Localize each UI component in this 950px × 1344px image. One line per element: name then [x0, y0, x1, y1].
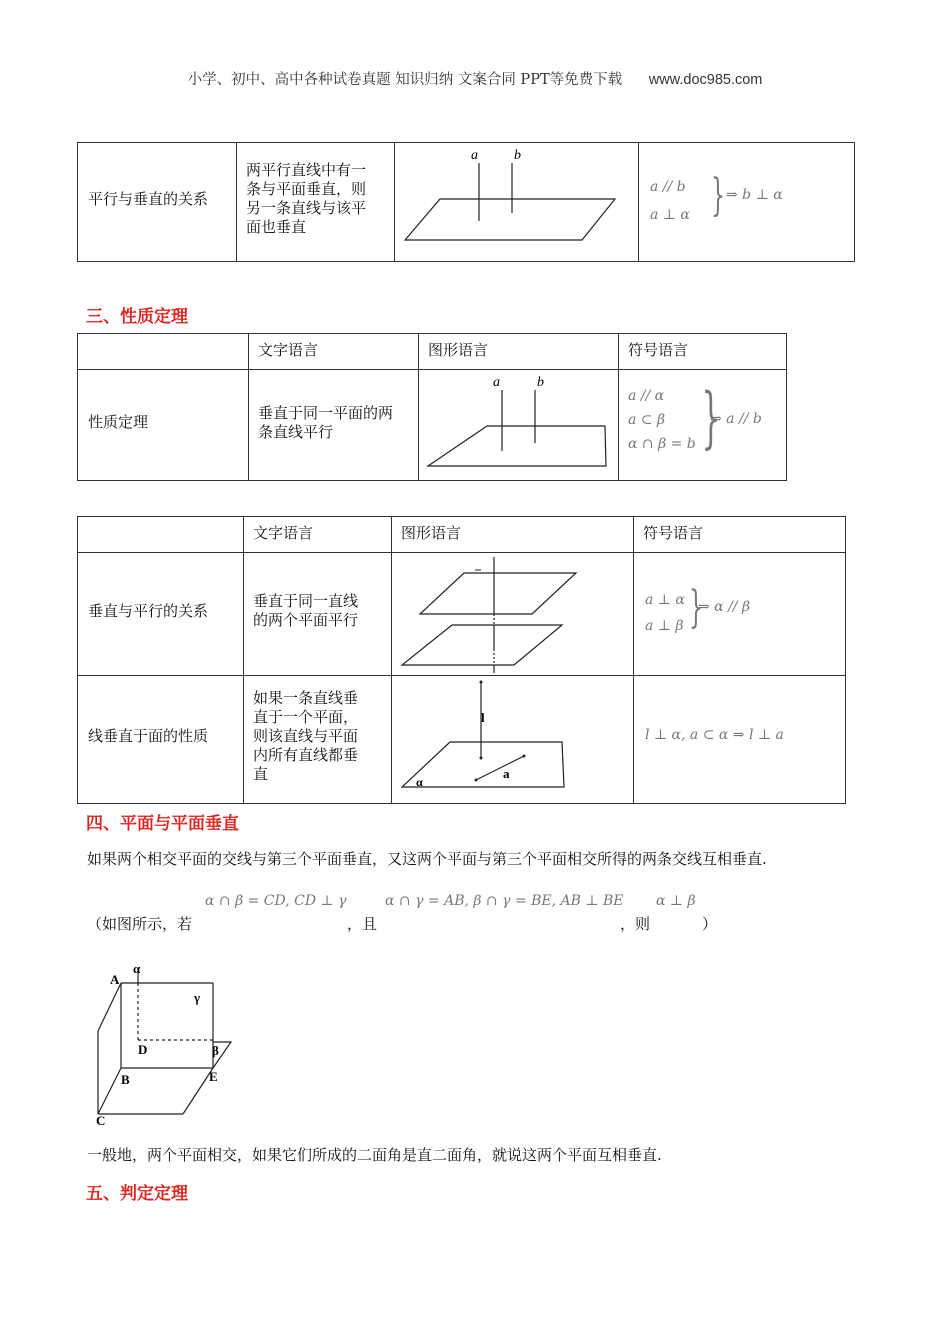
page-header	[0, 68, 950, 89]
figure-two-perpendicular-lines	[419, 370, 617, 480]
label-alpha: α	[416, 775, 423, 789]
label-a: a	[471, 148, 478, 163]
header-figure-language: 图形语言	[401, 524, 462, 542]
row-text: 如果一条直线垂 直于一个平面， 则该直线与平面 内所有直线都垂 直	[253, 689, 359, 783]
row-name: 平行与垂直的关系	[88, 190, 209, 208]
condition-suffix: ）	[702, 915, 718, 933]
symbol-language: a // α a ⊂ β α ∩ β = b	[628, 388, 696, 452]
table-parallel-perpendicular	[77, 142, 855, 262]
brace-icon: }	[689, 582, 703, 633]
symbol-conclusion: ⇒ b ⊥ α	[726, 187, 783, 203]
condition-math-3: α ⊥ β	[656, 893, 696, 909]
label-a: a	[493, 375, 500, 390]
symbol-conclusion: ⇒ a // b	[710, 411, 762, 427]
figure-parallel-lines-plane	[395, 143, 639, 261]
row-text: 两平行直线中有一 条与平面垂直，则 另一条直线与该平 面也垂直	[246, 161, 367, 236]
row-name: 垂直与平行的关系	[88, 602, 209, 620]
symbol-conclusion: ⇒ α // β	[698, 599, 751, 615]
label-beta: β	[212, 1043, 219, 1058]
table-perpendicular-properties	[77, 516, 846, 804]
section-5-title: 五、判定定理	[86, 1184, 188, 1204]
label-A: A	[110, 972, 120, 987]
label-alpha: α	[133, 961, 141, 976]
label-B: B	[121, 1072, 130, 1087]
label-l: l	[481, 710, 485, 725]
condition-prefix: （如图所示，若	[87, 915, 193, 933]
header-url: www.doc985.com	[648, 72, 763, 88]
definition-text: 如果两个相交平面的交线与第三个平面垂直，又这两个平面与第三个平面相交所得的两条交线互相垂直.	[87, 850, 767, 868]
table-property-theorem	[77, 333, 787, 481]
header-symbol-language: 符号语言	[628, 341, 689, 359]
label-b: b	[537, 375, 544, 390]
symbol-language: a // b a ⊥ α	[650, 179, 690, 223]
condition-math-2: α ∩ γ = AB, β ∩ γ = BE, AB ⊥ BE	[385, 893, 624, 909]
figure-line-perpendicular-plane	[392, 676, 632, 804]
header-text-language: 文字语言	[253, 524, 314, 542]
row-text: 垂直于同一平面的两 条直线平行	[258, 404, 394, 441]
label-b: b	[514, 148, 521, 163]
row-text: 垂直于同一直线 的两个平面平行	[253, 592, 359, 629]
section-4-title: 四、平面与平面垂直	[86, 814, 239, 834]
general-definition: 一般地，两个平面相交，如果它们所成的二面角是直二面角，就说这两个平面互相垂直.	[87, 1146, 662, 1164]
brace-icon: }	[701, 379, 721, 456]
figure-parallel-planes	[392, 553, 632, 675]
symbol-language: a ⊥ α a ⊥ β	[645, 592, 685, 634]
condition-math-1: α ∩ β = CD, CD ⊥ γ	[205, 893, 347, 909]
label-gamma: γ	[194, 990, 201, 1005]
label-a: a	[503, 766, 510, 781]
condition-then: ，则	[620, 915, 651, 933]
header-text-language: 文字语言	[258, 341, 319, 359]
header-title: 小学、初中、高中各种试卷真题 知识归纳 文案合同 PPT等免费下载	[187, 72, 623, 88]
row-name: 性质定理	[88, 413, 149, 431]
label-E: E	[209, 1069, 218, 1084]
header-symbol-language: 符号语言	[643, 524, 704, 542]
brace-icon: }	[711, 170, 725, 221]
figure-perpendicular-planes	[88, 958, 248, 1128]
label-D: D	[138, 1042, 148, 1057]
condition-and: ，且	[347, 915, 378, 933]
row-name: 线垂直于面的性质	[88, 727, 209, 745]
section-3-title: 三、性质定理	[86, 307, 188, 327]
header-figure-language: 图形语言	[428, 341, 489, 359]
symbol-formula: l ⊥ α, a ⊂ α ⇒ l ⊥ a	[645, 727, 784, 743]
label-C: C	[96, 1113, 106, 1128]
